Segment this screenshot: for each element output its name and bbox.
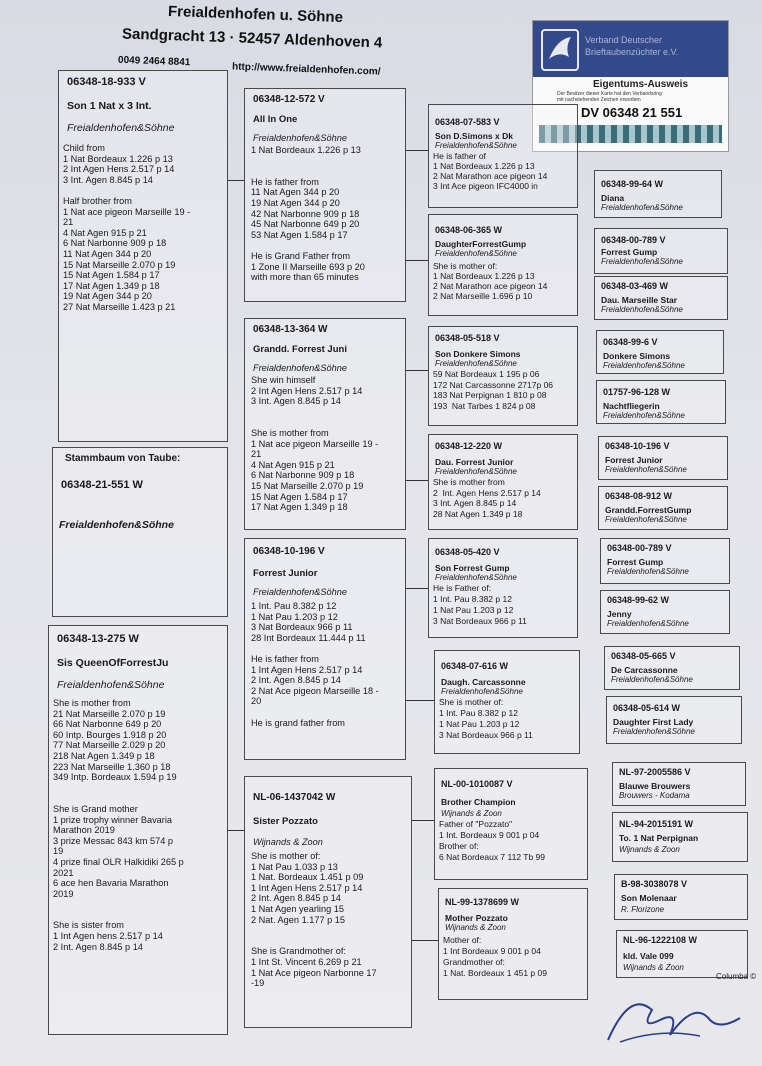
connector	[406, 370, 428, 371]
gg-grandparent-7-owner: Freialdenhofen&Söhne	[605, 515, 687, 524]
breeder-website[interactable]: http://www.freialdenhofen.com/	[231, 61, 381, 78]
grandparent-1-name: All In One	[253, 114, 298, 125]
sire-owner: Freialdenhofen&Söhne	[67, 122, 175, 134]
gg-grandparent-box-7	[598, 486, 728, 530]
subject-pigeon-box	[52, 447, 228, 617]
greatgrandparent-3-ring: 06348-05-518 V	[435, 333, 500, 343]
gg-grandparent-11-ring: 06348-05-614 W	[613, 703, 681, 713]
sire-name: Son 1 Nat x 3 Int.	[67, 100, 152, 112]
grandparent-1-ring: 06348-12-572 V	[253, 94, 325, 105]
gg-grandparent-box-1	[594, 170, 722, 218]
greatgrandparent-7-name: Brother Champion	[441, 797, 516, 807]
greatgrandparent-8-ring: NL-99-1378699 W	[445, 897, 520, 907]
gg-grandparent-1-name: Diana	[601, 193, 625, 203]
connector	[412, 940, 438, 941]
connector	[228, 830, 244, 831]
gg-grandparent-7-ring: 06348-08-912 W	[605, 491, 673, 501]
footer-credit: Columba ©	[716, 972, 757, 981]
dam-owner: Freialdenhofen&Söhne	[57, 679, 165, 691]
gg-grandparent-14-ring: B-98-3038078 V	[621, 879, 688, 889]
dam-box	[48, 625, 228, 1035]
greatgrandparent-8-owner: Wijnands & Zoon	[445, 923, 506, 932]
greatgrandparent-7-owner: Wijnands & Zoon	[441, 809, 502, 818]
grandparent-1-results: 1 Nat Bordeaux 1.226 p 13 He is father from 11 Nat Agen 344 p 20 19 Nat Agen 344 p 20 42 Nat Narbonne 909 p 18 45 Nat Narbonne 649 p 20 53 Nat Agen 1.584 p 17 He is Grand Father from 1 Zone II Marseille 693 p 20 with more than 65 minutes	[251, 145, 365, 283]
gg-grandparent-6-name: Forrest Junior	[605, 455, 663, 465]
greatgrandparent-2-owner: Freialdenhofen&Söhne	[435, 249, 517, 258]
gg-grandparent-5-name: Nachtfliegerin	[603, 401, 660, 411]
grandparent-3-owner: Freialdenhofen&Söhne	[253, 587, 347, 597]
greatgrandparent-box-8	[438, 888, 588, 1000]
sire-results: Child from 1 Nat Bordeaux 1.226 p 13 2 Int Agen Hens 2.517 p 14 3 Int. Agen 8.845 p 14 Half brother from 1 Nat ace pigeon Marseille 19 - 21 4 Nat Agen 915 p 21 6 Nat Narbonne 909 p 18 11 Nat Agen 344 p 20 15 Nat Marseille 2.070 p 19 15 Nat Agen 1.584 p 17 17 Nat Agen 1.349 p 18 19 Nat Agen 344 p 20 27 Nat Marseille 1.423 p 21	[63, 143, 191, 312]
association-name-2: Brieftaubenzüchter e.V.	[585, 47, 679, 57]
dam-name: Sis QueenOfForrestJu	[57, 657, 169, 669]
gg-grandparent-box-5	[596, 380, 726, 424]
breeder-phone: 0049 2464 8841	[117, 54, 191, 69]
greatgrandparent-box-3	[428, 326, 578, 426]
gg-grandparent-2-name: Forrest Gump	[601, 247, 658, 257]
grandparent-box-4	[244, 776, 412, 1028]
connector	[406, 260, 428, 261]
sire-box	[58, 70, 228, 442]
connector	[406, 480, 428, 481]
gg-grandparent-8-name: Forrest Gump	[607, 557, 664, 567]
greatgrandparent-5-name: Son Forrest Gump	[435, 563, 510, 573]
grandparent-2-results: She win himself 2 Int Agen Hens 2.517 p 14 3 Int. Agen 8.845 p 14 She is mother from 1 Nat ace pigeon Marseille 19 - 21 4 Nat Agen 915 p 21 6 Nat Narbonne 909 p 18 15 Nat Marseille 2.070 p 19 15 Nat Agen 1.584 p 17 17 Nat Agen 1.349 p 18	[251, 375, 379, 513]
greatgrandparent-8-results: Mother of: 1 Int Bordeaux 9 001 p 04 Grandmother of: 1 Nat. Bordeaux 1 451 p 09	[443, 935, 547, 978]
grandparent-2-owner: Freialdenhofen&Söhne	[253, 363, 347, 373]
gg-grandparent-box-4	[596, 330, 724, 374]
gg-grandparent-8-owner: Freialdenhofen&Söhne	[607, 567, 689, 576]
gg-grandparent-box-2	[594, 228, 728, 274]
greatgrandparent-4-name: Dau. Forrest Junior	[435, 457, 514, 467]
gg-grandparent-14-name: Son Molenaar	[621, 893, 677, 903]
connector	[412, 820, 434, 821]
connector	[406, 150, 428, 151]
gg-grandparent-10-name: De Carcassonne	[611, 665, 678, 675]
gg-grandparent-13-ring: NL-94-2015191 W	[619, 819, 694, 829]
greatgrandparent-8-name: Mother Pozzato	[445, 913, 508, 923]
gg-grandparent-15-owner: Wijnands & Zoon	[623, 963, 684, 972]
gg-grandparent-5-owner: Freialdenhofen&Söhne	[603, 411, 685, 420]
gg-grandparent-box-14	[614, 874, 748, 920]
greatgrandparent-box-1	[428, 104, 578, 208]
connector	[228, 180, 244, 181]
gg-grandparent-8-ring: 06348-00-789 V	[607, 543, 672, 553]
greatgrandparent-5-owner: Freialdenhofen&Söhne	[435, 573, 517, 582]
subject-owner: Freialdenhofen&Söhne	[59, 519, 174, 531]
grandparent-2-name: Grandd. Forrest Juni	[253, 344, 347, 355]
greatgrandparent-3-owner: Freialdenhofen&Söhne	[435, 359, 517, 368]
grandparent-4-ring: NL-06-1437042 W	[253, 792, 336, 803]
greatgrandparent-5-ring: 06348-05-420 V	[435, 547, 500, 557]
breeder-address: Sandgracht 13 · 52457 Aldenhoven 4	[121, 25, 383, 52]
grandparent-4-name: Sister Pozzato	[253, 816, 318, 827]
gg-grandparent-13-name: To. 1 Nat Perpignan	[619, 833, 699, 843]
gg-grandparent-12-name: Blauwe Brouwers	[619, 781, 691, 791]
greatgrandparent-1-owner: Freialdenhofen&Söhne	[435, 141, 517, 150]
greatgrandparent-box-2	[428, 214, 578, 316]
greatgrandparent-box-5	[428, 538, 578, 638]
gg-grandparent-10-ring: 06348-05-665 V	[611, 651, 676, 661]
gg-grandparent-15-name: kld. Vale 099	[623, 951, 674, 961]
gg-grandparent-6-owner: Freialdenhofen&Söhne	[605, 465, 687, 474]
grandparent-4-owner: Wijnands & Zoon	[253, 837, 323, 847]
greatgrandparent-4-owner: Freialdenhofen&Söhne	[435, 467, 517, 476]
gg-grandparent-box-6	[598, 436, 728, 480]
greatgrandparent-7-ring: NL-00-1010087 V	[441, 779, 513, 789]
gg-grandparent-13-owner: Wijnands & Zoon	[619, 845, 680, 854]
greatgrandparent-box-6	[434, 650, 580, 754]
gg-grandparent-3-name: Dau. Marseille Star	[601, 295, 678, 305]
greatgrandparent-3-name: Son Donkere Simons	[435, 349, 521, 359]
dam-results: She is mother from 21 Nat Marseille 2.070 p 19 66 Nat Narbonne 649 p 20 60 Intp. Bourges 1.918 p 20 77 Nat Marseille 2.029 p 20 218 Nat Agen 1.349 p 18 223 Nat Marseille 1.360 p 18 349 Intp. Bordeaux 1.594 p 19 She is Grand mother 1 prize trophy winner Bavaria Marathon 2019 3 prize Messac 843 km 574 p 19 4 prize final OLR Halkidiki 265 p 2021 6 ace hen Bavaria Marathon 2019 She is sister from 1 Int Agen hens 2.517 p 14 2 Int. Agen 8.845 p 14	[53, 698, 184, 952]
greatgrandparent-1-name: Son D.Simons x Dk	[435, 131, 513, 141]
greatgrandparent-7-results: Father of "Pozzato" 1 Int. Bordeaux 9 001 p 04 Brother of: 6 Nat Bordeaux 7 112 Tb 99	[439, 819, 546, 862]
signature-graphic	[600, 980, 750, 1050]
gg-grandparent-3-ring: 06348-03-469 W	[601, 281, 669, 291]
gg-grandparent-box-13	[612, 812, 748, 862]
gg-grandparent-box-10	[604, 646, 740, 690]
gg-grandparent-7-name: Grandd.ForrestGump	[605, 505, 692, 515]
breeder-title: Freialdenhofen u. Söhne	[167, 2, 344, 27]
gg-grandparent-11-owner: Freialdenhofen&Söhne	[613, 727, 695, 736]
greatgrandparent-1-ring: 06348-07-583 V	[435, 117, 500, 127]
gg-grandparent-box-9	[600, 590, 730, 634]
gg-grandparent-box-11	[606, 696, 742, 744]
grandparent-4-results: She is mother of: 1 Nat Pau 1.033 p 13 1 Nat. Bordeaux 1.451 p 09 1 Int Agen Hens 2.517 p 14 2 Int. Agen 8.845 p 14 1 Nat Agen yearling 15 2 Nat. Agen 1.177 p 15 She is Grandmother of: 1 Int St. Vincent 6.269 p 21 1 Nat Ace pigeon Narbonne 17 -19	[251, 851, 377, 989]
card-title: Eigentums-Ausweis	[593, 79, 689, 90]
gg-grandparent-12-owner: Brouwers - Kodama	[619, 791, 690, 800]
gg-grandparent-2-owner: Freialdenhofen&Söhne	[601, 257, 683, 266]
gg-grandparent-4-name: Donkere Simons	[603, 351, 671, 361]
card-ring-number: DV 06348 21 551	[581, 105, 683, 120]
gg-grandparent-4-ring: 06348-99-6 V	[603, 337, 658, 347]
pedigree-label: Stammbaum von Taube:	[65, 453, 181, 464]
gg-grandparent-box-12	[612, 762, 746, 806]
greatgrandparent-3-results: 59 Nat Bordeaux 1 195 p 06 172 Nat Carcassonne 2717p 06 183 Nat Perpignan 1 810 p 08 193 Nat Tarbes 1 824 p 08	[433, 369, 554, 411]
greatgrandparent-box-7	[434, 768, 588, 880]
association-logo	[541, 29, 579, 71]
greatgrandparent-box-4	[428, 434, 578, 530]
association-band	[533, 21, 728, 77]
card-text: Der Besitzer dieser Karte hat den Verbandsring mit nachstehenden Zeichen erworben	[557, 91, 662, 103]
connector	[406, 700, 434, 701]
gg-grandparent-6-ring: 06348-10-196 V	[605, 441, 670, 451]
greatgrandparent-1-results: He is father of 1 Nat Bordeaux 1.226 p 13 2 Nat Marathon ace pigeon 14 3 Int Ace pigeon IFC4000 in	[433, 151, 548, 191]
sire-ring: 06348-18-933 V	[67, 76, 146, 88]
greatgrandparent-2-results: She is mother of: 1 Nat Bordeaux 1.226 p 13 2 Nat Marathon ace pigeon 14 2 Nat Marseille 1.696 p 10	[433, 261, 548, 301]
grandparent-2-ring: 06348-13-364 W	[253, 324, 328, 335]
greatgrandparent-6-owner: Freialdenhofen&Söhne	[441, 687, 523, 696]
gg-grandparent-14-owner: R. Florizone	[621, 905, 665, 914]
greatgrandparent-6-results: She is mother of: 1 Int. Pau 8.382 p 12 1 Nat Pau 1.203 p 12 3 Nat Bordeaux 966 p 11	[439, 697, 533, 740]
greatgrandparent-6-ring: 06348-07-616 W	[441, 661, 509, 671]
association-name-1: Verband Deutscher	[585, 35, 663, 45]
gg-grandparent-5-ring: 01757-96-128 W	[603, 387, 671, 397]
gg-grandparent-1-owner: Freialdenhofen&Söhne	[601, 203, 683, 212]
greatgrandparent-2-ring: 06348-06-365 W	[435, 225, 503, 235]
grandparent-box-1	[244, 88, 406, 302]
gg-grandparent-9-ring: 06348-99-62 W	[607, 595, 670, 605]
gg-grandparent-box-15	[616, 930, 748, 978]
gg-grandparent-3-owner: Freialdenhofen&Söhne	[601, 305, 683, 314]
dam-ring: 06348-13-275 W	[57, 633, 139, 645]
subject-ring: 06348-21-551 W	[61, 479, 143, 491]
gg-grandparent-1-ring: 06348-99-64 W	[601, 179, 664, 189]
grandparent-3-results: 1 Int. Pau 8.382 p 12 1 Nat Pau 1.203 p 12 3 Nat Bordeaux 966 p 11 28 Int Bordeaux 11.444 p 11 He is father from 1 Int Agen Hens 2.517 p 14 2 Int. Agen 8.845 p 14 2 Nat Ace pigeon Marseille 18 - 20 He is grand father from	[251, 601, 379, 728]
gg-grandparent-15-ring: NL-96-1222108 W	[623, 935, 698, 945]
gg-grandparent-9-name: Jenny	[607, 609, 632, 619]
bottom-shadow	[0, 1050, 762, 1066]
gg-grandparent-box-3	[594, 276, 728, 320]
greatgrandparent-4-results: She is mother from 2 Int. Agen Hens 2.517 p 14 3 Int. Agen 8.845 p 14 28 Nat Agen 1.349 p 18	[433, 477, 541, 519]
gg-grandparent-9-owner: Freialdenhofen&Söhne	[607, 619, 689, 628]
gg-grandparent-10-owner: Freialdenhofen&Söhne	[611, 675, 693, 684]
grandparent-1-owner: Freialdenhofen&Söhne	[253, 133, 347, 143]
greatgrandparent-2-name: DaughterForrestGump	[435, 239, 527, 249]
connector	[406, 588, 428, 589]
greatgrandparent-4-ring: 06348-12-220 W	[435, 441, 503, 451]
greatgrandparent-6-name: Daugh. Carcassonne	[441, 677, 526, 687]
grandparent-3-name: Forrest Junior	[253, 568, 318, 579]
gg-grandparent-box-8	[600, 538, 730, 584]
grandparent-3-ring: 06348-10-196 V	[253, 546, 325, 557]
grandparent-box-2	[244, 318, 406, 530]
greatgrandparent-5-results: He is Father of: 1 Int. Pau 8.382 p 12 1 Nat Pau 1.203 p 12 3 Nat Bordeaux 966 p 11	[433, 583, 527, 626]
gg-grandparent-2-ring: 06348-00-789 V	[601, 235, 666, 245]
gg-grandparent-12-ring: NL-97-2005586 V	[619, 767, 691, 777]
grandparent-box-3	[244, 538, 406, 760]
gg-grandparent-4-owner: Freialdenhofen&Söhne	[603, 361, 685, 370]
gg-grandparent-11-name: Daughter First Lady	[613, 717, 694, 727]
